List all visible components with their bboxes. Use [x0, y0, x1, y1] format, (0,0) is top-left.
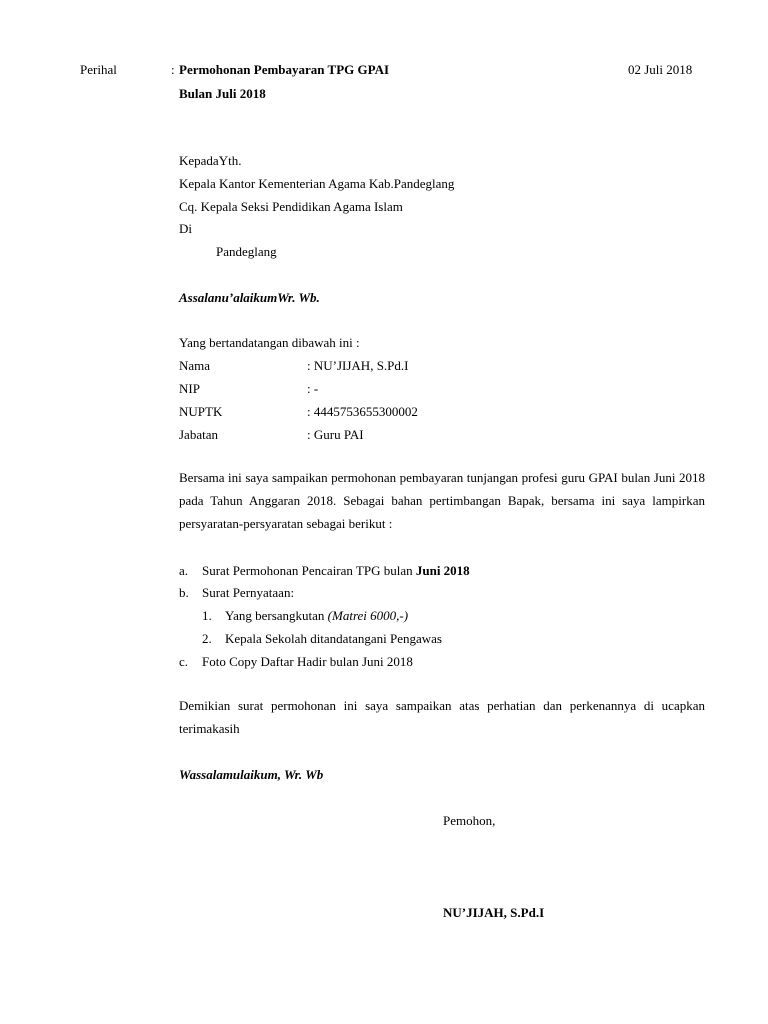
identity-label-nuptk: NUPTK [179, 404, 223, 419]
list-marker-c: c. [179, 654, 189, 669]
recipient-line-2: Cq. Kepala Seksi Pendidikan Agama Islam [179, 199, 403, 214]
subject-line-1: Permohonan Pembayaran TPG GPAI [179, 62, 390, 77]
letter-date: 02 Juli 2018 [628, 62, 693, 77]
list-item-a-text: Surat Permohonan Pencairan TPG bulan [202, 563, 416, 578]
recipient-line-1: Kepala Kantor Kementerian Agama Kab.Pandeglang [179, 176, 455, 191]
identity-label-jabatan: Jabatan [179, 427, 218, 442]
list-item-b2: Kepala Sekolah ditandatangani Pengawas [225, 631, 442, 646]
list-marker-b1: 1. [202, 608, 212, 623]
identity-value-nama: : NU’JIJAH, S.Pd.I [307, 358, 409, 373]
identity-label-nama: Nama [179, 358, 211, 373]
perihal-colon: : [171, 62, 175, 77]
list-item-c: Foto Copy Daftar Hadir bulan Juni 2018 [202, 654, 413, 669]
body-paragraph: Bersama ini saya sampaikan permohonan pembayaran tunjangan profesi guru GPAI bulan Juni 2018 pada Tahun Anggaran 2018. Sebagai bahan pertimbangan Bapak, bersama ini saya lampirkan persyaratan-persyaratan sebagai berikut : [179, 470, 705, 531]
list-marker-b: b. [179, 585, 189, 600]
recipient-city: Pandeglang [216, 244, 277, 259]
list-item-a [202, 563, 470, 579]
recipient-greeting: KepadaYth. [179, 153, 242, 168]
list-item-a-bold: Juni 2018 [415, 563, 470, 578]
signature-name: NU’JIJAH, S.Pd.I [443, 905, 545, 920]
identity-value-jabatan: : Guru PAI [307, 427, 364, 442]
closing-salutation: Wassalamulaikum, Wr. Wb [179, 767, 324, 782]
subject-line-2: Bulan Juli 2018 [179, 86, 266, 101]
closing-paragraph: Demikian surat permohonan ini saya sampaikan atas perhatian dan perkenannya di ucapkan terimakasih [179, 698, 705, 736]
list-marker-b2: 2. [202, 631, 212, 646]
list-item-b1 [225, 608, 408, 624]
recipient-line-3: Di [179, 221, 192, 236]
list-item-b: Surat Pernyataan: [202, 585, 295, 600]
list-item-b1-text: Yang bersangkutan [225, 608, 328, 623]
opening-salutation: Assalanu’alaikumWr. Wb. [179, 290, 320, 305]
intro-line: Yang bertandatangan dibawah ini : [179, 335, 360, 350]
identity-label-nip: NIP [179, 381, 200, 396]
list-item-b1-italic: (Matrei 6000,-) [327, 608, 409, 623]
list-marker-a: a. [179, 563, 189, 578]
identity-value-nuptk: : 4445753655300002 [307, 404, 418, 419]
perihal-label: Perihal [80, 62, 117, 77]
signature-label: Pemohon, [443, 813, 496, 828]
identity-value-nip: : - [307, 381, 319, 396]
